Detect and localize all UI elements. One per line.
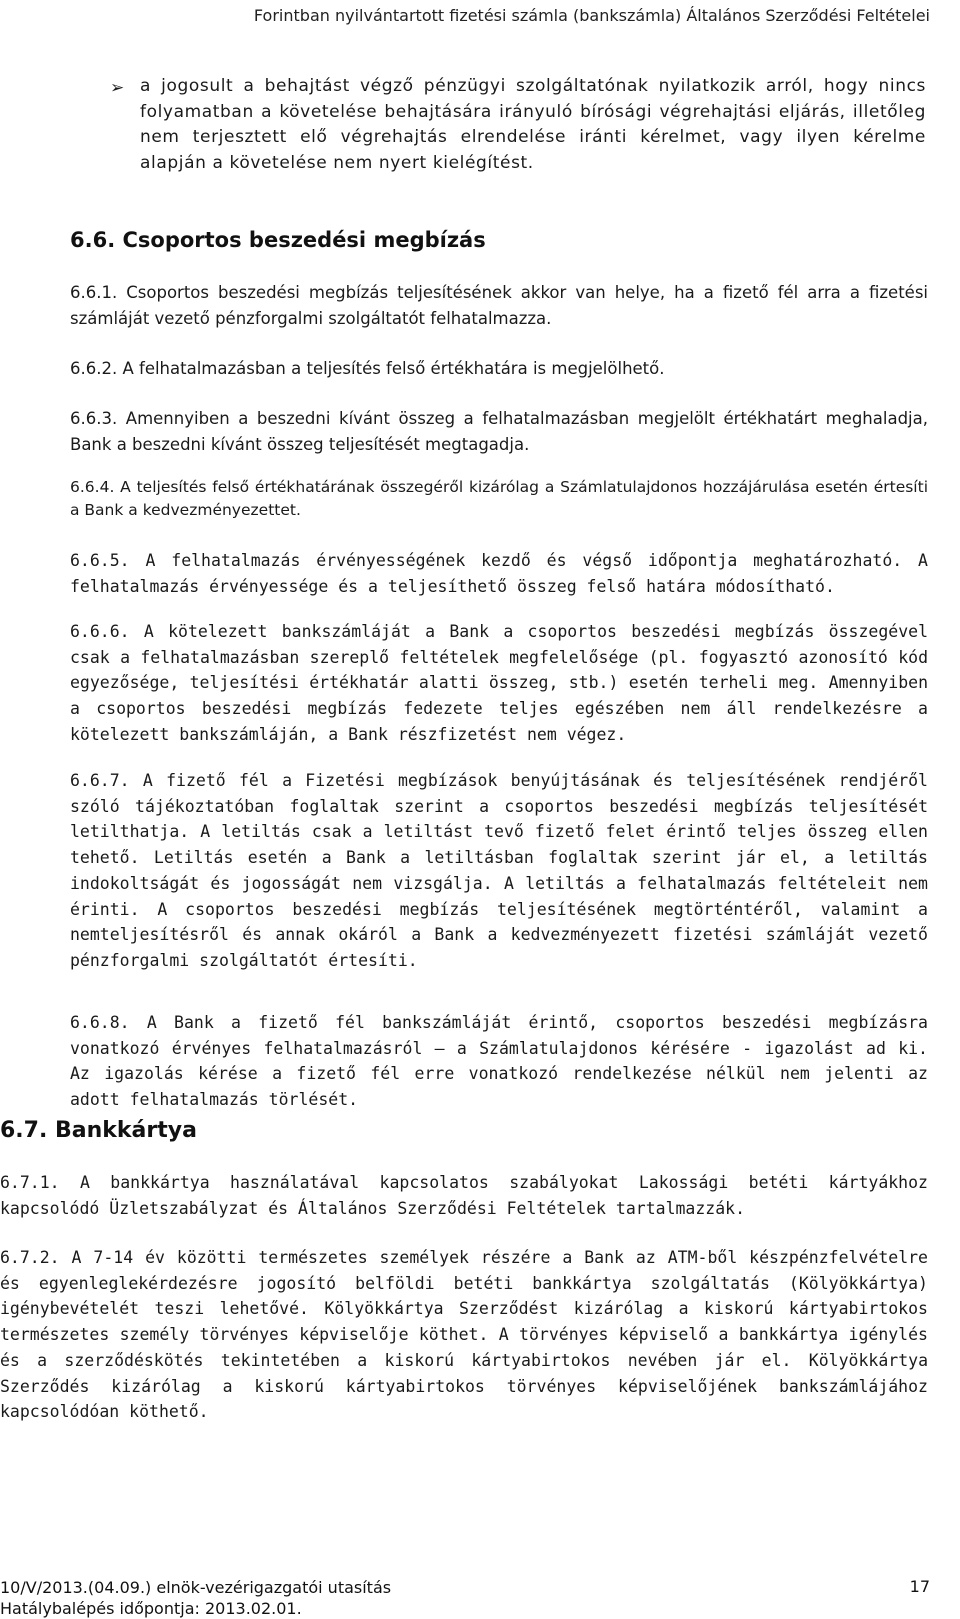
footer-reference xyxy=(0,1577,391,1619)
section-heading-6-7: 6.7. Bankkártya xyxy=(0,1118,197,1143)
footer-effective-date: Hatálybalépés időpontja: 2013.02.01. xyxy=(0,1599,302,1618)
page-number: 17 xyxy=(909,1577,930,1596)
paragraph-6-6-6: 6.6.6. A kötelezett bankszámláját a Bank a csoportos beszedési megbízás összegével csak a felhatalmazásban szereplő feltételek megfelelősége (pl. fogyasztó azonosító kód egyezősége, teljesítési értékhatár alatti összeg, stb.) esetén terheli meg. Amennyiben a csoportos beszedési megbízás fedezete teljes egészében nem áll rendelkezésre a kötelezett bankszámláján, a Bank részfizetést nem végez. xyxy=(70,622,928,744)
footer-regulation: 10/V/2013.(04.09.) elnök-vezérigazgatói utasítás xyxy=(0,1578,392,1597)
bullet-paragraph: a jogosult a behajtást végző pénzügyi szolgáltatónak nyilatkozik arról, hogy nincs folyamatban a követelése behajtására irányuló bírósági végrehajtási eljárás, illetőleg nem terjesztett elő végrehajtás elrendelése iránti kérelmet, vagy ilyen kérelme alapján a követelése nem nyert kielégítést. xyxy=(140,76,926,173)
paragraph-6-6-4: 6.6.4. A teljesítés felső értékhatárának összegéről kizárólag a Számlatulajdonos hozzájárulása esetén értesíti a Bank a kedvezményezettet. xyxy=(70,478,928,519)
paragraph-6-7-1: 6.7.1. A bankkártya használatával kapcsolatos szabályokat Lakossági betéti kártyákhoz kapcsolódó Üzletszabályzat és Általános Szerződési Feltételek tartalmazzák. xyxy=(0,1173,928,1218)
paragraph-6-6-3: 6.6.3. Amennyiben a beszedni kívánt összeg a felhatalmazásban megjelölt értékhatárt meghaladja, Bank a beszedni kívánt összeg teljesítését megtagadja. xyxy=(70,409,928,454)
paragraph-6-6-8: 6.6.8. A Bank a fizető fél bankszámláját érintő, csoportos beszedési megbízásra vonatkozó érvényes felhatalmazásról – a Számlatulajdonos kérésére - igazolást ad ki. Az igazolás kérése a fizető fél erre vonatkozó rendelkezése nélkül nem jelenti az adott felhatalmazás törlését. xyxy=(70,1013,928,1110)
paragraph-6-6-7: 6.6.7. A fizető fél a Fizetési megbízások benyújtásának és teljesítésének rendjéről szóló tájékoztatóban foglaltak szerint a csoportos beszedési megbízás teljesítését letilthatja. A letiltás csak a letiltást tevő fizető felet érintő teljes összeg ellen tehető. Letiltás esetén a Bank a letiltásban foglaltak szerint jár el, a letiltás indokoltságát és jogosságát nem vizsgálja. A letiltás a felhatalmazás feltételeit nem érinti. A csoportos beszedési megbízás teljesítésének megtörténtéről, valamint a nemteljesítésről és annak okáról a Bank a kedvezményezett fizetési számláját vezető pénzforgalmi szolgáltatót értesíti. xyxy=(70,771,928,970)
running-header: Forintban nyilvántartott fizetési számla (bankszámla) Általános Szerződési Feltételei xyxy=(253,6,930,25)
section-heading-6-6: 6.6. Csoportos beszedési megbízás xyxy=(70,228,486,252)
paragraph-6-6-2: 6.6.2. A felhatalmazásban a teljesítés felső értékhatára is megjelölhető. xyxy=(70,359,665,378)
paragraph-6-6-5: 6.6.5. A felhatalmazás érvényességének kezdő és végső időpontja meghatározható. A felhatalmazás érvényessége és a teljesíthető összeg felső határa módosítható. xyxy=(70,551,928,596)
paragraph-6-6-1: 6.6.1. Csoportos beszedési megbízás teljesítésének akkor van helye, ha a fizető fél arra a fizetési számláját vezető pénzforgalmi szolgáltatót felhatalmazza. xyxy=(70,283,928,328)
paragraph-6-7-2: 6.7.2. A 7-14 év közötti természetes személyek részére a Bank az ATM-ből készpénzfelvételre és egyenleglekérdezésre jogosító belföldi betéti bankkártya szolgáltatás (Kölyökkártya) igénybevételét teszi lehetővé. Kölyökkártya Szerződést kizárólag a kiskorú kártyabirtokos természetes személy törvényes képviselője köthet. A törvényes képviselő a bankkártya igénylés és a szerződéskötés tekintetében a kiskorú kártyabirtokos nevében jár el. Kölyökkártya Szerződés kizárólag a kiskorú kártyabirtokos törvényes képviselőjének bankszámlájához kapcsolódóan köthető. xyxy=(0,1248,928,1422)
arrow-bullet-icon: ➢ xyxy=(110,78,125,98)
